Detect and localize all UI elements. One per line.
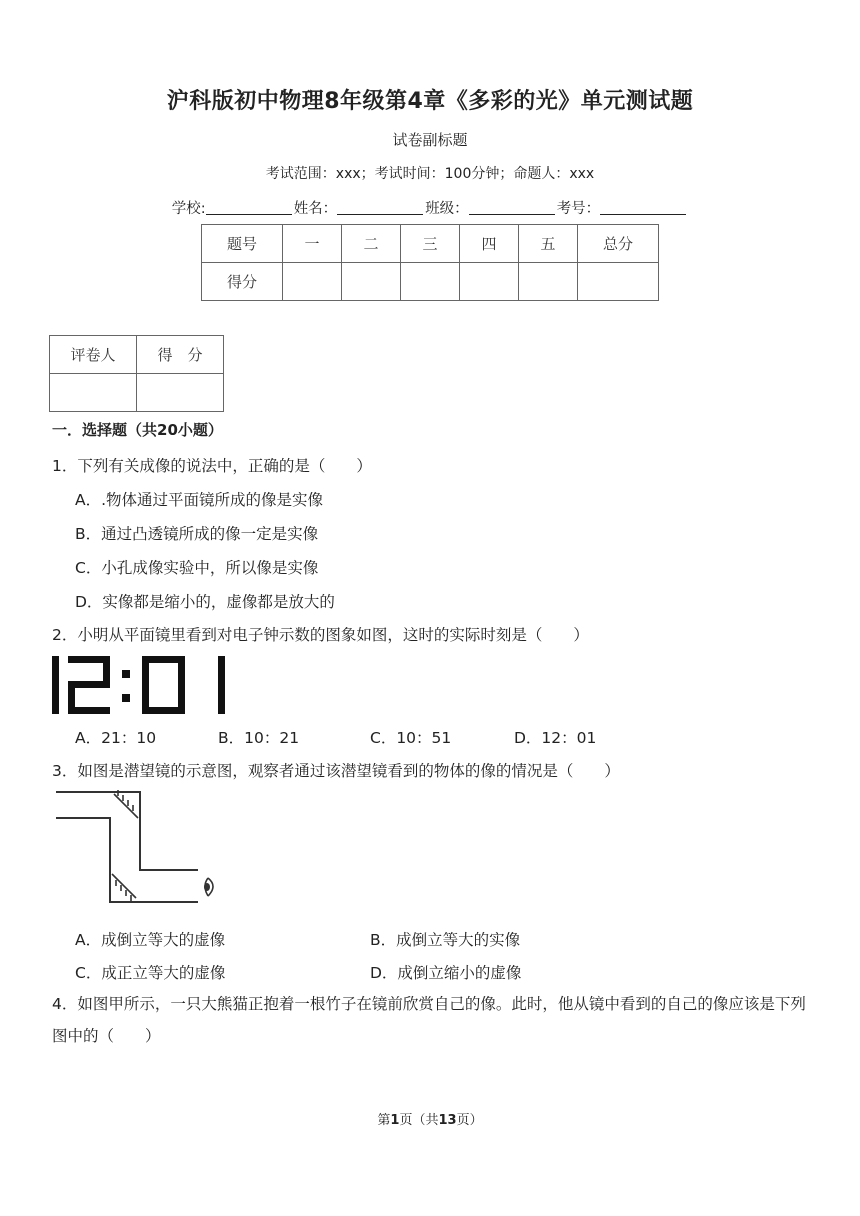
class-label: 班级： <box>425 201 469 217</box>
question-2-option-b[interactable]: B．10：21 <box>218 729 300 747</box>
question-2-option-c[interactable]: C．10：51 <box>370 729 452 747</box>
score-table-header-row <box>202 225 659 263</box>
page-subtitle: 试卷副标题 <box>392 131 468 149</box>
score-header-cell: 二 <box>342 225 401 263</box>
score-cell[interactable] <box>578 263 659 301</box>
footer-page-number: 1 <box>390 1113 400 1128</box>
page-title: 沪科版初中物理8年级第4章《多彩的光》单元测试题 <box>166 89 694 114</box>
grader-table <box>49 335 224 412</box>
clock-digits-figure <box>48 654 234 716</box>
score-header-cell: 三 <box>401 225 460 263</box>
score-cell[interactable] <box>401 263 460 301</box>
school-label: 学校: <box>171 201 206 217</box>
grader-cell[interactable] <box>137 374 224 412</box>
number-label: 考号： <box>556 201 601 217</box>
number-blank[interactable] <box>600 200 686 215</box>
score-table-row <box>202 263 659 301</box>
name-blank[interactable] <box>337 200 423 215</box>
section-title: 一．选择题（共20小题） <box>52 421 223 439</box>
grader-table-row <box>50 374 224 412</box>
score-header-cell: 题号 <box>202 225 283 263</box>
footer-total-pages: 13 <box>438 1113 457 1128</box>
question-2-stem: 2．小明从平面镜里看到对电子钟示数的图象如图，这时的实际时刻是（ ） <box>52 626 589 644</box>
class-blank[interactable] <box>469 200 555 215</box>
school-blank[interactable] <box>206 200 292 215</box>
score-cell[interactable] <box>342 263 401 301</box>
question-4-text: 4．如图甲所示，一只大熊猫正抱着一根竹子在镜前欣赏自己的像。此时，他从镜中看到的自己的像应该是下列图中的（ ） <box>52 995 806 1045</box>
score-cell[interactable] <box>519 263 578 301</box>
page-footer <box>0 1109 860 1128</box>
question-1-option-b[interactable]: B．通过凸透镜所成的像一定是实像 <box>75 525 319 543</box>
student-fields <box>0 197 860 218</box>
score-row-label: 得分 <box>202 263 283 301</box>
footer-middle: 页（共 <box>399 1113 439 1128</box>
question-1-stem: 1．下列有关成像的说法中，正确的是（ ） <box>52 457 372 475</box>
periscope-diagram-figure <box>56 790 228 912</box>
score-header-cell: 五 <box>519 225 578 263</box>
question-3-option-a[interactable]: A．成倒立等大的虚像 <box>75 931 226 949</box>
question-2-option-d[interactable]: D．12：01 <box>514 729 597 747</box>
score-header-cell: 总分 <box>578 225 659 263</box>
name-label: 姓名： <box>293 201 338 217</box>
grader-table-header-row <box>50 336 224 374</box>
question-1-option-d[interactable]: D．实像都是缩小的，虚像都是放大的 <box>75 593 335 611</box>
grader-header-cell: 评卷人 <box>50 336 137 374</box>
score-header-cell: 四 <box>460 225 519 263</box>
score-table <box>201 224 659 301</box>
question-3-option-d[interactable]: D．成倒立缩小的虚像 <box>370 964 522 982</box>
question-3-option-b[interactable]: B．成倒立等大的实像 <box>370 931 521 949</box>
score-header-cell: 一 <box>283 225 342 263</box>
score-cell[interactable] <box>283 263 342 301</box>
exam-info: 考试范围：xxx；考试时间：100分钟；命题人：xxx <box>265 166 595 182</box>
grader-header-cell: 得 分 <box>137 336 224 374</box>
question-1-option-a[interactable]: A．.物体通过平面镜所成的像是实像 <box>75 491 324 509</box>
question-4-stem <box>52 988 812 1052</box>
question-3-option-c[interactable]: C．成正立等大的虚像 <box>75 964 226 982</box>
footer-suffix: 页） <box>456 1113 483 1128</box>
score-cell[interactable] <box>460 263 519 301</box>
footer-prefix: 第 <box>377 1113 391 1128</box>
grader-cell[interactable] <box>50 374 137 412</box>
question-1-option-c[interactable]: C．小孔成像实验中，所以像是实像 <box>75 559 319 577</box>
question-3-stem: 3．如图是潜望镜的示意图，观察者通过该潜望镜看到的物体的像的情况是（ ） <box>52 762 620 780</box>
question-2-option-a[interactable]: A．21：10 <box>75 729 157 747</box>
